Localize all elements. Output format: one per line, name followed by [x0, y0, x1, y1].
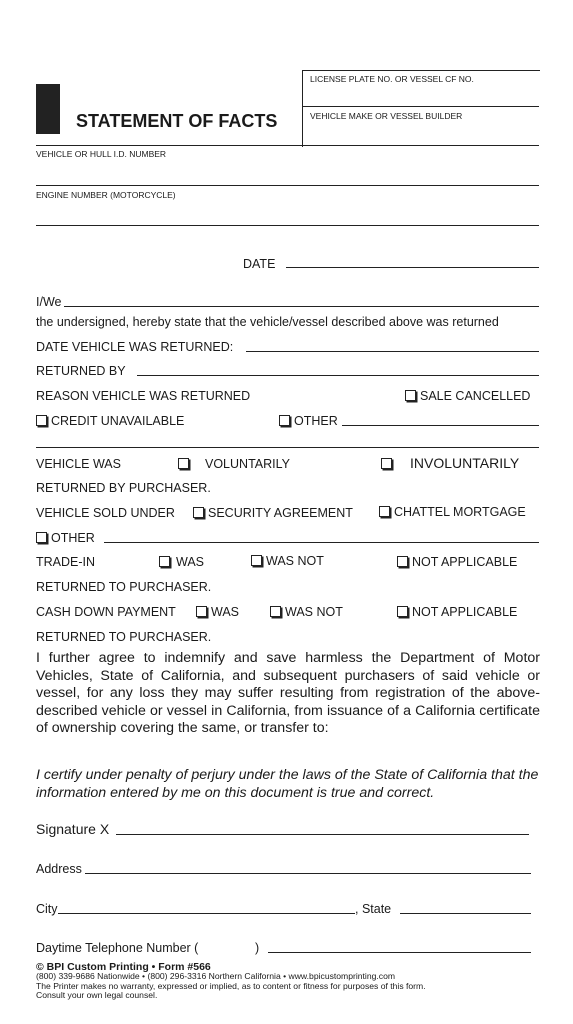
phone-label: Daytime Telephone Number ( [36, 941, 199, 955]
vin-field[interactable] [36, 185, 539, 186]
black-tab-mark [36, 84, 60, 134]
date-field[interactable] [286, 267, 539, 268]
cash-down-was-not-option[interactable] [270, 605, 343, 619]
involuntarily-label: INVOLUNTARILY [410, 455, 520, 471]
reason-label: REASON VEHICLE WAS RETURNED [36, 389, 251, 403]
footer-contact: (800) 339-9686 Nationwide • (800) 296-3316 Northern California • www.bpicustomprinting.com [36, 971, 396, 982]
trade-in-label: TRADE-IN [36, 555, 96, 569]
header-divider [302, 106, 539, 107]
chattel-mortgage-option[interactable] [379, 505, 526, 519]
engine-number-label: ENGINE NUMBER (MOTORCYCLE) [36, 190, 176, 200]
vehicle-make-label: VEHICLE MAKE OR VESSEL BUILDER [310, 111, 463, 121]
sale-cancelled-label: SALE CANCELLED [420, 389, 531, 403]
address-field[interactable] [85, 873, 531, 874]
cash-down-was-option[interactable] [196, 605, 239, 619]
cash-down-not-applicable-label: NOT APPLICABLE [412, 605, 518, 619]
voluntarily-label: VOLUNTARILY [205, 457, 290, 471]
sale-cancelled-option[interactable] [405, 389, 530, 403]
involuntarily-checkbox[interactable] [381, 458, 392, 469]
reason-extra-line[interactable] [36, 447, 539, 448]
credit-unavailable-checkbox[interactable] [36, 415, 47, 426]
phone-field[interactable] [268, 952, 531, 953]
other-label-2: OTHER [51, 531, 95, 545]
cash-down-not-applicable-option[interactable] [397, 605, 517, 619]
state-field[interactable] [400, 913, 531, 914]
other-option-2[interactable] [36, 531, 95, 545]
other-checkbox-1[interactable] [279, 415, 290, 426]
trade-in-was-checkbox[interactable] [159, 556, 170, 567]
date-label: DATE [243, 257, 276, 271]
returned-to-purchaser-text-1: RETURNED TO PURCHASER. [36, 580, 212, 594]
returned-by-purchaser-text: RETURNED BY PURCHASER. [36, 481, 211, 495]
voluntarily-checkbox[interactable] [178, 458, 189, 469]
city-field[interactable] [58, 913, 355, 914]
footer-legal-note: Consult your own legal counsel. [36, 990, 158, 1001]
date-returned-label: DATE VEHICLE WAS RETURNED: [36, 340, 234, 354]
other-label-1: OTHER [294, 414, 338, 428]
iwe-field[interactable] [64, 306, 539, 307]
footer [36, 963, 426, 1001]
other-option-1[interactable] [279, 414, 338, 428]
header-bottom-rule [36, 145, 539, 146]
state-label: , State [355, 902, 392, 916]
credit-unavailable-option[interactable] [36, 414, 184, 428]
trade-in-was-option[interactable] [159, 555, 204, 569]
security-agreement-checkbox[interactable] [193, 507, 204, 518]
phone-close-paren: ) [255, 941, 260, 955]
involuntarily-option[interactable] [381, 455, 519, 471]
trade-in-was-not-label: WAS NOT [266, 554, 324, 568]
footer-disclaimer: The Printer makes no warranty, expressed or implied, as to content or fitness for purposes of this form. [36, 980, 426, 991]
sale-cancelled-checkbox[interactable] [405, 390, 416, 401]
trade-in-not-applicable-label: NOT APPLICABLE [412, 555, 518, 569]
cash-down-was-not-checkbox[interactable] [270, 606, 281, 617]
sold-under-label: VEHICLE SOLD UNDER [36, 506, 175, 520]
trade-in-was-not-checkbox[interactable] [251, 555, 262, 566]
other-field-2[interactable] [104, 542, 539, 543]
date-returned-field[interactable] [246, 351, 539, 352]
signature-field[interactable] [116, 834, 529, 835]
cash-down-was-checkbox[interactable] [196, 606, 207, 617]
returned-to-purchaser-text-2: RETURNED TO PURCHASER. [36, 630, 212, 644]
address-label: Address [36, 862, 82, 876]
vin-label: VEHICLE OR HULL I.D. NUMBER [36, 149, 167, 159]
city-label: City [36, 902, 58, 916]
security-agreement-option[interactable] [193, 506, 353, 520]
vehicle-was-label: VEHICLE WAS [36, 457, 121, 471]
security-agreement-label: SECURITY AGREEMENT [208, 506, 353, 520]
cash-down-not-applicable-checkbox[interactable] [397, 606, 408, 617]
undersigned-text: the undersigned, hereby state that the vehicle/vessel described above was returned [36, 315, 499, 329]
perjury-certification: I certify under penalty of perjury under the laws of the State of California that the information entered by me on this document is true and correct. [36, 767, 539, 801]
returned-by-field[interactable] [137, 375, 539, 376]
trade-in-was-label: WAS [176, 555, 205, 569]
license-plate-label: LICENSE PLATE NO. OR VESSEL CF NO. [310, 74, 474, 84]
iwe-label: I/We [36, 295, 62, 309]
trade-in-was-not-option[interactable] [251, 554, 324, 568]
returned-by-label: RETURNED BY [36, 364, 126, 378]
form-title: STATEMENT OF FACTS [76, 111, 278, 131]
footer-copyright: © BPI Custom Printing • Form #566 [36, 961, 211, 973]
chattel-mortgage-checkbox[interactable] [379, 506, 390, 517]
credit-unavailable-label: CREDIT UNAVAILABLE [51, 414, 185, 428]
cash-down-was-label: WAS [211, 605, 240, 619]
other-field-1[interactable] [342, 425, 539, 426]
chattel-mortgage-label: CHATTEL MORTGAGE [394, 505, 526, 519]
trade-in-not-applicable-checkbox[interactable] [397, 556, 408, 567]
engine-number-field[interactable] [36, 225, 539, 226]
cash-down-label: CASH DOWN PAYMENT [36, 605, 176, 619]
cash-down-was-not-label: WAS NOT [285, 605, 343, 619]
signature-label: Signature X [36, 821, 110, 837]
indemnity-paragraph: I further agree to indemnify and save harmless the Department of Motor Vehicles, State of California, and subsequent purchasers of said vehicle or vessel, for any loss they may suffer resulting from registration of the above-described vehicle or vessel in California, from issuance of a California certificate of ownership covering the same, or transfer to: [36, 650, 540, 736]
voluntarily-option[interactable] [178, 457, 290, 471]
other-checkbox-2[interactable] [36, 532, 47, 543]
trade-in-not-applicable-option[interactable] [397, 555, 517, 569]
